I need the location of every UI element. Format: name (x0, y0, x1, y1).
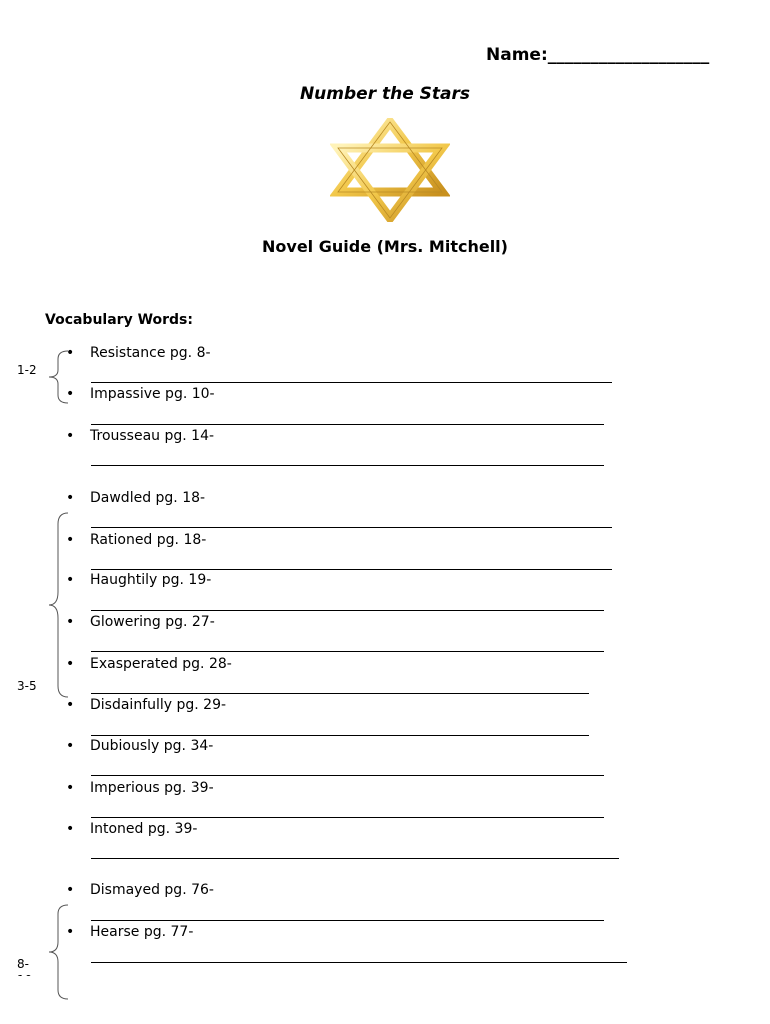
range-brace (44, 350, 70, 404)
star-of-david-icon (330, 118, 450, 222)
answer-line[interactable] (91, 693, 589, 694)
answer-line[interactable] (91, 920, 604, 921)
list-item: • Hearse pg. 77- (66, 924, 194, 940)
list-item: • Haughtily pg. 19- (66, 572, 212, 588)
list-item: • Intoned pg. 39- (66, 821, 198, 837)
guide-title: Novel Guide (Mrs. Mitchell) (262, 237, 508, 256)
list-item: • Glowering pg. 27- (66, 614, 215, 630)
list-item: • Imperious pg. 39- (66, 780, 214, 796)
answer-line[interactable] (91, 651, 604, 652)
list-item: • Dubiously pg. 34- (66, 738, 214, 754)
list-item: • Impassive pg. 10- (66, 386, 215, 402)
list-item: • Rationed pg. 18- (66, 532, 207, 548)
answer-line[interactable] (91, 775, 604, 776)
range-brace (44, 512, 70, 698)
range-label: 1-2 (17, 363, 37, 377)
list-item: • Resistance pg. 8- (66, 345, 211, 361)
list-item: • Disdainfully pg. 29- (66, 697, 227, 713)
answer-line[interactable] (91, 465, 604, 466)
list-item: • Dawdled pg. 18- (66, 490, 206, 506)
vocab-heading: Vocabulary Words: (45, 312, 193, 328)
range-brace-tail (44, 976, 70, 1000)
answer-line[interactable] (91, 817, 604, 818)
answer-line[interactable] (91, 610, 604, 611)
answer-line[interactable] (91, 382, 612, 383)
list-item: • Exasperated pg. 28- (66, 656, 232, 672)
answer-line[interactable] (91, 424, 604, 425)
answer-line[interactable] (91, 569, 612, 570)
answer-line[interactable] (91, 735, 589, 736)
range-label: 3-5 (17, 679, 37, 693)
answer-line[interactable] (91, 858, 619, 859)
list-item: • Dismayed pg. 76- (66, 882, 214, 898)
student-name-field[interactable]: Name:___________________ (486, 45, 710, 65)
list-item: • Trousseau pg. 14- (66, 428, 215, 444)
novel-title: Number the Stars (299, 84, 471, 104)
answer-line[interactable] (91, 962, 627, 963)
range-label: 8- (17, 957, 29, 971)
answer-line[interactable] (91, 527, 612, 528)
page-clip (0, 976, 770, 1024)
